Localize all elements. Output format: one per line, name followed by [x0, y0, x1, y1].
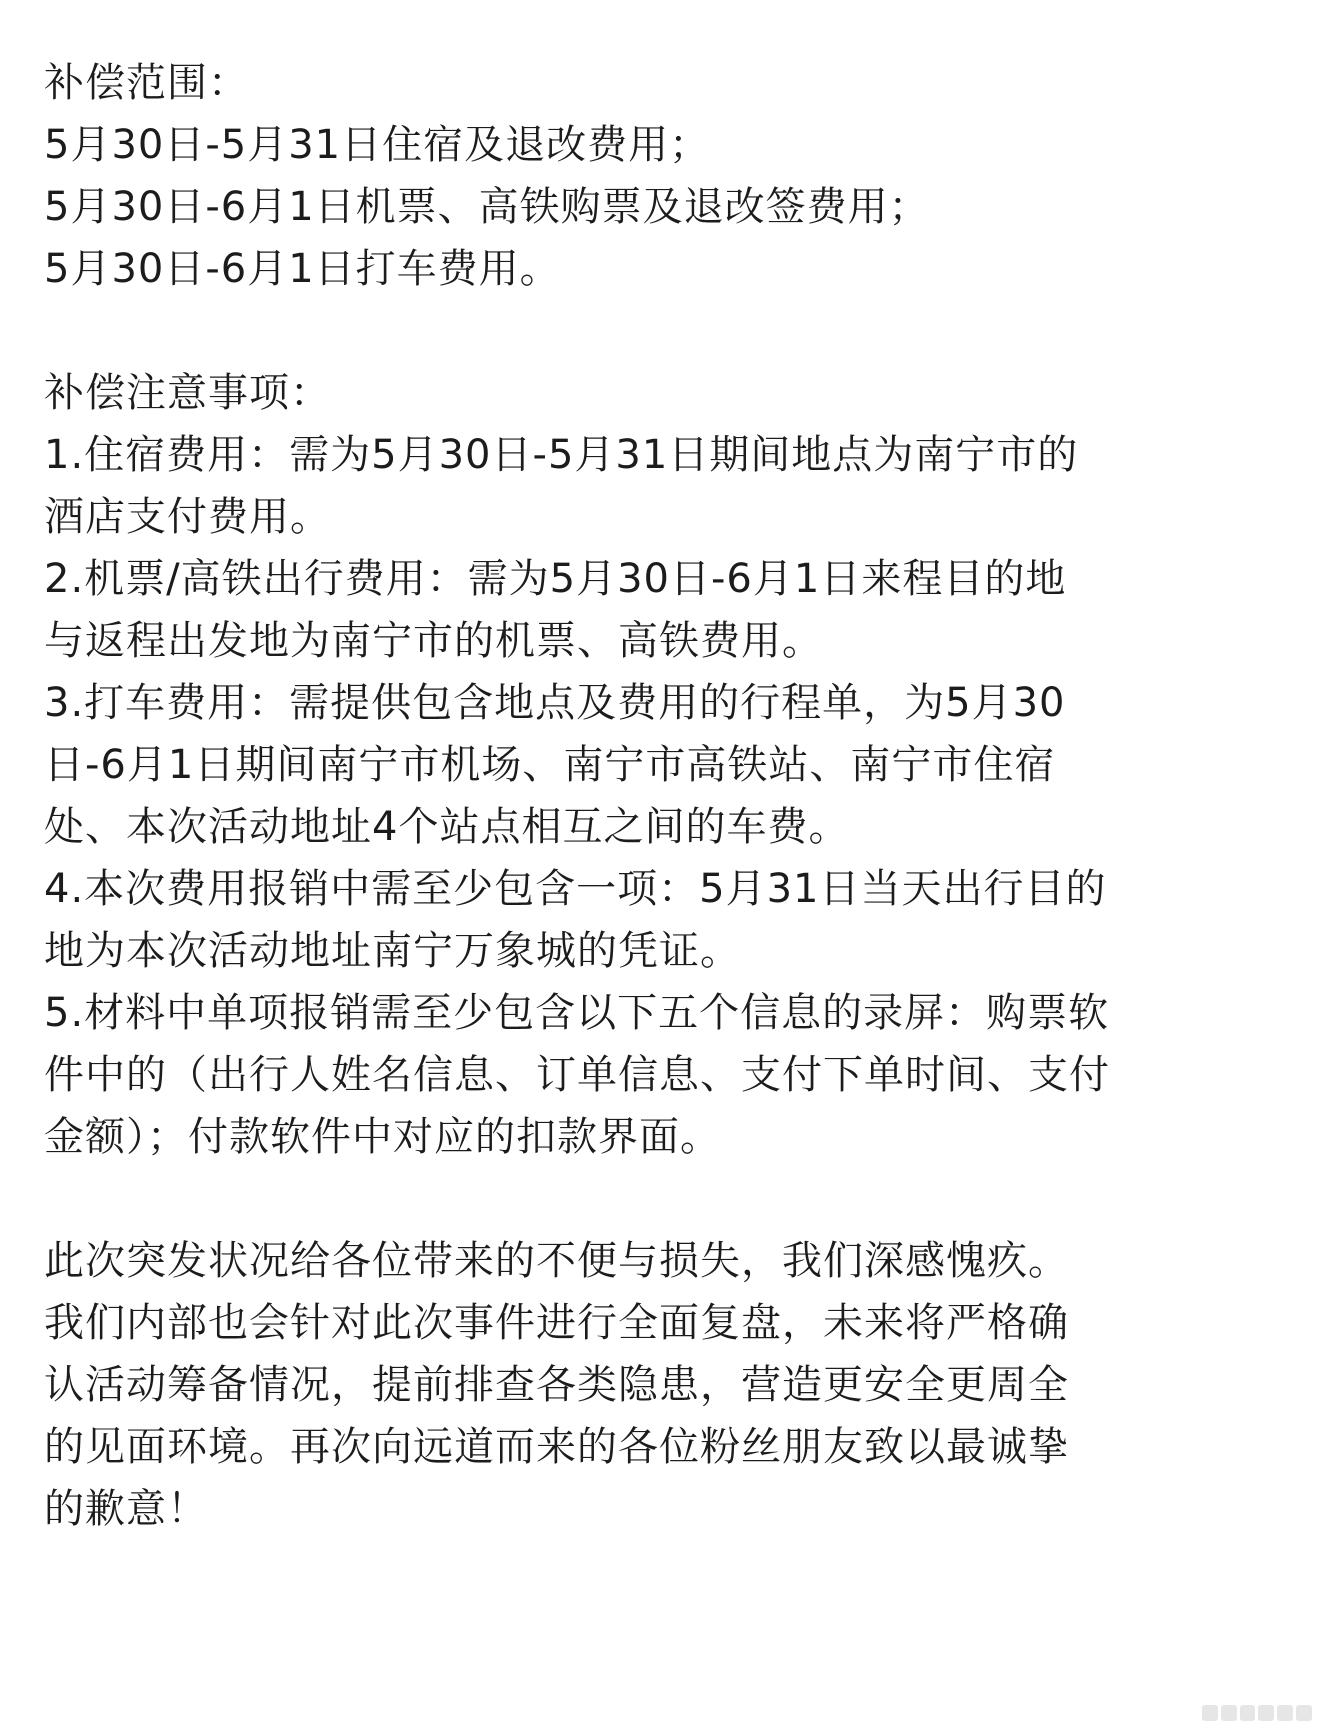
watermark-block: [1296, 1705, 1312, 1721]
apology-line: 的见面环境。再次向远道而来的各位粉丝朋友致以最诚挚: [44, 1424, 1069, 1470]
notes-line: 3.打车费用：需提供包含地点及费用的行程单，为5月30: [44, 680, 1066, 726]
notes-line: 酒店支付费用。: [44, 494, 331, 540]
apology-line: 此次突发状况给各位带来的不便与损失，我们深感愧疚。: [44, 1238, 1069, 1284]
paragraph-spacer: [44, 300, 1280, 362]
apology-line: 认活动筹备情况，提前排查各类隐患，营造更安全更周全: [44, 1362, 1069, 1408]
apology-line: 我们内部也会针对此次事件进行全面复盘，未来将严格确: [44, 1300, 1069, 1346]
compensation-notes-section: [44, 362, 1280, 1168]
notes-line: 2.机票/高铁出行费用：需为5月30日-6月1日来程目的地: [44, 556, 1067, 602]
announcement-document: [44, 52, 1280, 1540]
scope-item: 5月30日-6月1日打车费用。: [44, 246, 561, 292]
notes-line: 金额）；付款软件中对应的扣款界面。: [44, 1114, 721, 1160]
watermark-block: [1240, 1705, 1256, 1721]
scope-item: 5月30日-6月1日机票、高铁购票及退改签费用；: [44, 184, 930, 230]
notes-line: 5.材料中单项报销需至少包含以下五个信息的录屏：购票软: [44, 990, 1110, 1036]
notes-line: 4.本次费用报销中需至少包含一项：5月31日当天出行目的: [44, 866, 1107, 912]
notes-heading: 补偿注意事项：: [44, 370, 331, 416]
paragraph-spacer: [44, 1168, 1280, 1230]
notes-line: 处、本次活动地址4个站点相互之间的车费。: [44, 804, 850, 850]
watermark-block: [1202, 1705, 1218, 1721]
apology-line: 的歉意！: [44, 1486, 208, 1532]
notes-line: 与返程出发地为南宁市的机票、高铁费用。: [44, 618, 823, 664]
compensation-scope-section: [44, 52, 1280, 300]
scope-heading: 补偿范围：: [44, 60, 249, 106]
watermark-mark: [1202, 1705, 1312, 1721]
notes-line: 件中的（出行人姓名信息、订单信息、支付下单时间、支付: [44, 1052, 1110, 1098]
notes-line: 日-6月1日期间南宁市机场、南宁市高铁站、南宁市住宿: [44, 742, 1056, 788]
apology-section: [44, 1230, 1280, 1540]
watermark-block: [1277, 1705, 1293, 1721]
watermark-block: [1221, 1705, 1237, 1721]
watermark-block: [1258, 1705, 1274, 1721]
scope-item: 5月30日-5月31日住宿及退改费用；: [44, 122, 711, 168]
notes-line: 1.住宿费用：需为5月30日-5月31日期间地点为南宁市的: [44, 432, 1079, 478]
notes-line: 地为本次活动地址南宁万象城的凭证。: [44, 928, 741, 974]
